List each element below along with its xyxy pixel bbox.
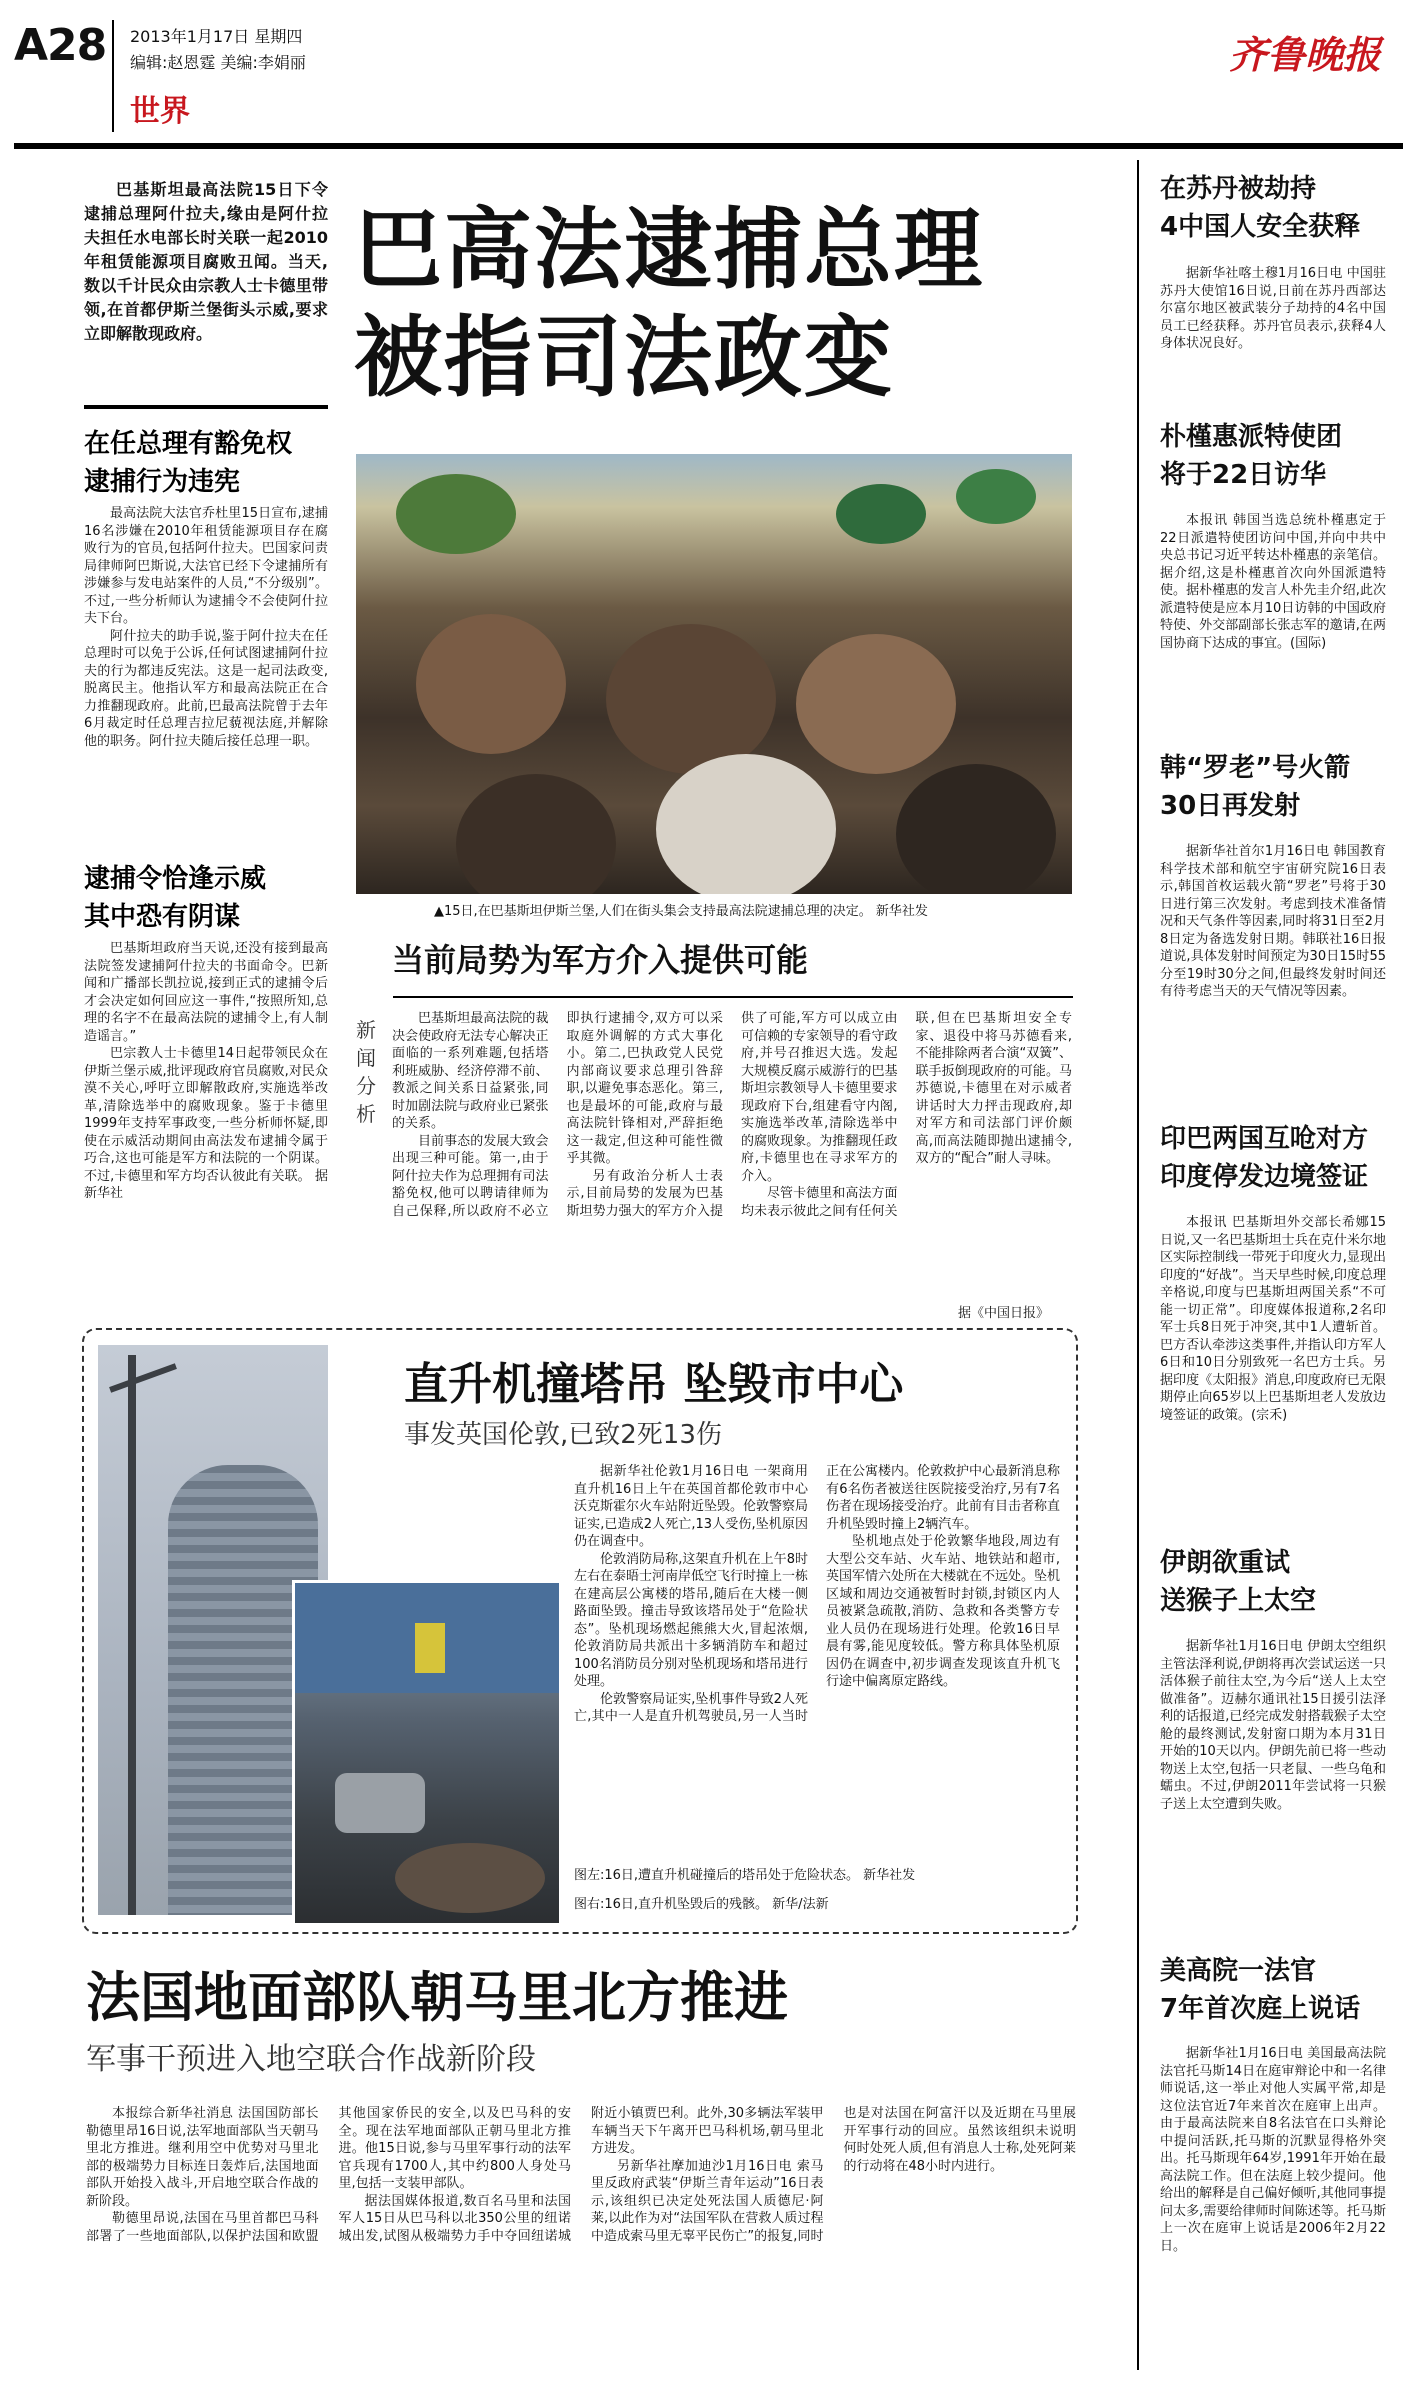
damaged-car — [335, 1773, 425, 1833]
crane-mast — [128, 1355, 136, 1915]
analysis-label: 新闻分析 — [356, 1018, 376, 1126]
heli-caption-left: 图左:16日,遭直升机碰撞后的塔吊处于危险状态。 新华社发 — [574, 1868, 916, 1883]
sub1-title — [84, 425, 292, 501]
sidebar-item-2-title — [1160, 418, 1342, 494]
sidebar-title-line1: 在苏丹被劫持 — [1160, 174, 1317, 204]
flag-shape — [836, 484, 926, 544]
france-para: 据法国媒体报道,数百名马里和法国军人15日从巴马科以北350公里的纽诺城出发,试图从极端势力手中夺回纽诺城附近小镇贾巴利。此外,30多辆法军装甲车辆当天下午离开巴马科机场,朝马里北方进发。 — [338, 2106, 824, 2244]
intro-rule — [84, 405, 328, 409]
sub1-para: 阿什拉夫的助手说,鉴于阿什拉夫在任总理时可以免于公诉,任何试图逮捕阿什拉夫的行为都违反宪法。这是一起司法政变,脱离民主。他指认军方和最高法院正在合力推翻现政府。此前,巴最高法院曾于去年6月裁定时任总理吉拉尼藐视法庭,并解除他的职务。阿什拉夫随后接任总理一职。 — [84, 628, 328, 749]
sidebar-item-1-title — [1160, 170, 1360, 246]
sidebar-item-3-body — [1160, 843, 1386, 1083]
sidebar-title-line2: 7年首次庭上说话 — [1160, 1994, 1361, 2024]
heli-body — [574, 1463, 1060, 1843]
analysis-body — [392, 1010, 1072, 1298]
analysis-rule — [393, 996, 1073, 998]
flag-shape — [396, 474, 516, 554]
sidebar-item-6-body — [1160, 2045, 1386, 2370]
sub2-para: 巴基斯坦政府当天说,还没有接到最高法院签发逮捕阿什拉夫的书面命令。巴新闻和广播部长凯拉说,接到正式的逮捕令后才会决定如何回应这一事件,“按照所知,总理的名字不在最高法院的逮捕令上,有人制造谣言。” — [84, 941, 328, 1044]
analysis-para: 尽管卡德里和高法方面均未表示彼此之间有任何关联,但在巴基斯坦安全专家、退役中将马苏德看来,不能排除两者合演“双簧”、联手扳倒现政府的可能。马苏德说,卡德里在对示威者讲话时大力抨击现政府,却对军方和司法部门评价颇高,而高法随即抛出逮捕令,双方的“配合”耐人寻味。 — [741, 1011, 1072, 1219]
header-divider — [112, 20, 114, 132]
main-headline-line2: 被指司法政变 — [354, 305, 895, 409]
sub1-title-line1: 在任总理有豁免权 — [84, 429, 293, 459]
france-para: 本报综合新华社消息 法国国防部长勒德里昂16日说,法军地面部队当天朝马里北方推进。继利用空中优势对马里北部的极端势力目标连日轰炸后,法国地面部队开始投入战斗,开启地空联合作战的新阶段。 — [86, 2106, 319, 2209]
analysis-para: 目前事态的发展大致会出现三种可能。第一,由于阿什拉夫作为总理拥有司法豁免权,他可以聘请律师为自己保释,所以政府不必立即执行逮捕令,双方可以采取庭外调解的方式大事化小。第二,巴执政党人民党内部商议要求总理引咎辞职,以避免事态恶化。第三,也是最坏的可能,政府与最高法院针锋相对,严辞拒绝这一裁定,但这种可能性微乎其微。 — [392, 1011, 723, 1219]
sidebar-para: 本报讯 韩国当选总统朴槿惠定于22日派遣特使团访问中国,并向中共中央总书记习近平转达朴槿惠的亲笔信。据介绍,这是朴槿惠首次向外国派遣特使。据朴槿惠的发言人朴先圭介绍,此次派遣特使是应本月10日访韩的中国政府特使、外交部副部长张志军的邀请,在两国协商下达成的事宜。(国际) — [1160, 513, 1386, 651]
sidebar-para: 据新华社1月16日电 伊朗太空组织主管法泽利说,伊朗将再次尝试运送一只活体猴子前往太空,为今后“送人上太空做准备”。迈赫尔通讯社15日援引法泽利的话报道,已经完成发射搭载猴子太空舱的最终测试,发射窗口期为本月31日开始的10天以内。伊朗先前已将一些动物送上太空,包括一只老鼠、一些乌龟和蠕虫。不过,伊朗2011年尝试将一只猴子送上太空遭到失败。 — [1160, 1639, 1386, 1812]
sidebar-item-3-title — [1160, 749, 1350, 825]
heli-para: 伦敦警察局证实,坠机事件导致2人死亡,其中一人是直升机驾驶员,另一人当时正在公寓楼内。伦敦救护中心最新消息称有6名伤者被送往医院接受治疗,另有7名伤者在现场接受治疗。此前有目击者称直升机坠毁时撞上2辆汽车。 — [574, 1464, 1060, 1724]
sidebar-item-5-body — [1160, 1638, 1386, 1908]
crowd-photo — [356, 454, 1072, 894]
section-title: 世界 — [130, 94, 190, 129]
france-headline: 法国地面部队朝马里北方推进 — [86, 1965, 788, 2029]
crowd-figure — [606, 624, 776, 774]
sub1-title-line2: 逮捕行为违宪 — [84, 467, 241, 497]
heli-para: 据新华社伦敦1月16日电 一架商用直升机16日上午在英国首都伦敦市中心沃克斯霍尔火车站附近坠毁。伦敦警察局证实,已造成2人死亡,13人受伤,坠机原因仍在调查中。 — [574, 1464, 809, 1549]
sidebar-title-line1: 韩“罗老”号火箭 — [1160, 753, 1351, 783]
sub2-para: 巴宗教人士卡德里14日起带领民众在伊斯兰堡示威,批评现政府官员腐败,对民众漠不关心,呼吁立即解散政府,实施选举改革,清除选举中的腐败现象。鉴于卡德里1999年支持军事政变,一些分析师怀疑,即使在示威活动期间由高法发布逮捕令属于巧合,这也可能是军方和法院的一个阴谋。不过,卡德里和军方均否认彼此有关联。 据新华社 — [84, 1046, 328, 1201]
sidebar-para: 据新华社1月16日电 美国最高法院法官托马斯14日在庭审辩论中和一名律师说话,这一举止对他人实属平常,却是这位法官近7年来首次在庭审上出声。由于最高法院来自8名法官在口头辩论中提问活跃,托马斯的沉默显得格外突出。托马斯现年64岁,1991年开始在最高法院工作。但在法庭上较少提问。他给出的解释是自己偏好倾听,其他同事提问太多,需要给律师时间陈述等。托马斯上一次在庭审上说话是2006年2月22日。 — [1160, 2046, 1386, 2254]
sub2-title — [84, 860, 266, 936]
wreckage-photo — [292, 1580, 562, 1926]
crowd-figure — [656, 754, 836, 894]
heli-para: 坠机地点处于伦敦繁华地段,周边有大型公交车站、火车站、地铁站和超市,英国军情六处所在大楼就在不远处。坠机区域和周边交通被暂时封锁,封锁区内人员被紧急疏散,消防、急救和各类警方专业人员仍在现场进行处理。伦敦16日早晨有雾,能见度较低。警方称具体坠机原因仍在调查中,初步调查发现该直升机飞行途中偏离原定路线。 — [826, 1534, 1060, 1689]
analysis-title: 当前局势为军方介入提供可能 — [392, 941, 809, 979]
heli-subhead: 事发英国伦敦,已致2死13伤 — [404, 1420, 722, 1450]
sidebar-title-line2: 将于22日访华 — [1160, 460, 1327, 490]
firefighter — [415, 1623, 445, 1673]
heli-headline: 直升机撞塔吊 坠毁市中心 — [404, 1359, 904, 1410]
france-subhead: 军事干预进入地空联合作战新阶段 — [86, 2042, 536, 2077]
lead-intro-text: 巴基斯坦最高法院15日下令逮捕总理阿什拉夫,缘由是阿什拉夫担任水电部长时关联一起2010年租赁能源项目腐败丑闻。当天,数以千计民众由宗教人士卡德里带领,在首都伊斯兰堡街头示威,要求立即解散现政府。 — [84, 180, 328, 343]
debris — [395, 1843, 545, 1913]
sidebar-title-line1: 朴槿惠派特使团 — [1160, 422, 1343, 452]
sub2-title-line2: 其中恐有阴谋 — [84, 902, 241, 932]
paper-logo: 齐鲁晚报 — [1228, 32, 1381, 77]
crowd-figure — [416, 614, 566, 754]
lead-intro — [84, 178, 328, 408]
crowd-figure — [896, 764, 1056, 894]
sub2-title-line1: 逮捕令恰逢示威 — [84, 864, 267, 894]
crowd-figure — [456, 774, 616, 894]
sidebar-title-line1: 伊朗欲重试 — [1160, 1548, 1291, 1578]
heli-para: 伦敦消防局称,这架直升机在上午8时左右在泰晤士河南岸低空飞行时撞上一栋在建高层公寓楼的塔吊,随后在大楼一侧路面坠毁。撞击导致该塔吊处于“危险状态”。坠机现场燃起熊熊大火,冒起浓烟,伦敦消防局共派出十多辆消防车和超过100名消防员分别对坠机现场和塔吊进行处理。 — [574, 1551, 809, 1689]
header-rule — [14, 143, 1403, 149]
sidebar-title-line1: 印巴两国互呛对方 — [1160, 1124, 1369, 1154]
sidebar-item-4-title — [1160, 1120, 1368, 1196]
analysis-para: 巴基斯坦最高法院的裁决会使政府无法专心解决正面临的一系列难题,包括塔利班威胁、经济停滞不前、教派之间关系日益紧张,同时加剧法院与政府业已紧张的关系。 — [392, 1011, 549, 1131]
sidebar-item-4-body — [1160, 1214, 1386, 1529]
sidebar-para: 据新华社喀土穆1月16日电 中国驻苏丹大使馆16日说,日前在苏丹西部达尔富尔地区被武装分子劫持的4名中国员工已经获释。苏丹官员表示,获释4人身体状况良好。 — [1160, 266, 1386, 351]
issue-date: 2013年1月17日 星期四 — [130, 27, 303, 46]
sidebar-item-2-body — [1160, 512, 1386, 727]
crowd-photo-caption: ▲15日,在巴基斯坦伊斯兰堡,人们在街头集会支持最高法院逮捕总理的决定。 新华社发 — [434, 904, 928, 919]
france-body — [86, 2105, 1076, 2367]
page-number: A28 — [14, 20, 107, 71]
sidebar-divider — [1137, 160, 1139, 2370]
sidebar-title-line2: 印度停发边境签证 — [1160, 1162, 1369, 1192]
main-headline — [354, 195, 984, 411]
sub1-body — [84, 505, 328, 850]
analysis-para: 另有政治分析人士表示,目前局势的发展为巴基斯坦势力强大的军方介入提供了可能,军方可以成立由可信赖的专家领导的看守政府,并号召推迟大选。发起大规模反腐示威游行的巴基斯坦宗教领导人卡德里要求现政府下台,组建看守内阁,实施选举改革,清除选举中的腐败现象。为推翻现任政府,卡德里也在寻求军方的介入。 — [566, 1011, 898, 1219]
analysis-source: 据《中国日报》 — [958, 1306, 1050, 1321]
sidebar-item-1-body — [1160, 265, 1386, 405]
crowd-figure — [796, 634, 956, 774]
france-para: 勒德里昂说,法国在马里首都巴马科部署了一些地面部队,以保护法国和欧盟其他国家侨民的安全,以及巴马科的安全。现在法军地面部队正朝马里北方推进。他15日说,参与马里军事行动的法军官兵现有1700人,其中约800人身处马里,包括一支装甲部队。 — [86, 2106, 571, 2244]
france-para: 另新华社摩加迪沙1月16日电 索马里反政府武装“伊斯兰青年运动”16日表示,该组织已决定处死法国人质德尼·阿莱,以此作为对“法国军队在营救人质过程中造成索马里无辜平民伤亡”的报复,同时也是对法国在阿富汗以及近期在马里展开军事行动的回应。虽然该组织未说明何时处死人质,但有消息人士称,处死阿莱的行动将在48小时内进行。 — [591, 2106, 1076, 2244]
sub2-body — [84, 940, 328, 1305]
sidebar-para: 据新华社首尔1月16日电 韩国教育科学技术部和航空宇宙研究院16日表示,韩国首枚运载火箭“罗老”号将于30日进行第三次发射。考虑到技术准备情况和天气条件等因素,同时将31日至2月8日定为备选发射日期。韩联社16日报道说,具体发射时间预定为30日15时55分至19时30分之间,但最终发射时间还有待考虑当天的天气情况等因素。 — [1160, 844, 1386, 999]
crane-jib — [109, 1363, 177, 1393]
main-headline-line1: 巴高法逮捕总理 — [354, 197, 985, 301]
editors-credit: 编辑:赵恩霆 美编:李娟丽 — [130, 53, 306, 72]
sub1-para: 最高法院大法官乔杜里15日宣布,逮捕16名涉嫌在2010年租赁能源项目存在腐败行为的官员,包括阿什拉夫。巴国家问责局律师阿巴斯说,大法官已经下令逮捕所有涉嫌参与发电站案件的人员,“不分级别”。不过,一些分析师认为逮捕令不会使阿什拉夫下台。 — [84, 506, 328, 626]
sidebar-title-line2: 送猴子上太空 — [1160, 1586, 1317, 1616]
sidebar-title-line2: 30日再发射 — [1160, 791, 1301, 821]
sidebar-title-line1: 美高院一法官 — [1160, 1956, 1317, 1986]
heli-caption-right: 图右:16日,直升机坠毁后的残骸。 新华/法新 — [574, 1897, 829, 1912]
sidebar-title-line2: 4中国人安全获释 — [1160, 212, 1361, 242]
sidebar-para: 本报讯 巴基斯坦外交部长希娜15日说,又一名巴基斯坦士兵在克什米尔地区实际控制线一带死于印度火力,显现出印度的“好战”。当天早些时候,印度总理辛格说,印度与巴基斯坦两国关系“不可能一切正常”。印度媒体报道称,2名印军士兵8日死于冲突,其中1人遭斩首。巴方否认牵涉这类事件,并指认印方军人6日和10日分别致死一名巴方士兵。另据印度《太阳报》消息,印度政府已无限期停止向65岁以上巴基斯坦老人发放边境签证的政策。(宗禾) — [1160, 1215, 1386, 1423]
sidebar-item-5-title — [1160, 1544, 1316, 1620]
sidebar-item-6-title — [1160, 1952, 1360, 2028]
flag-shape — [956, 469, 1036, 524]
